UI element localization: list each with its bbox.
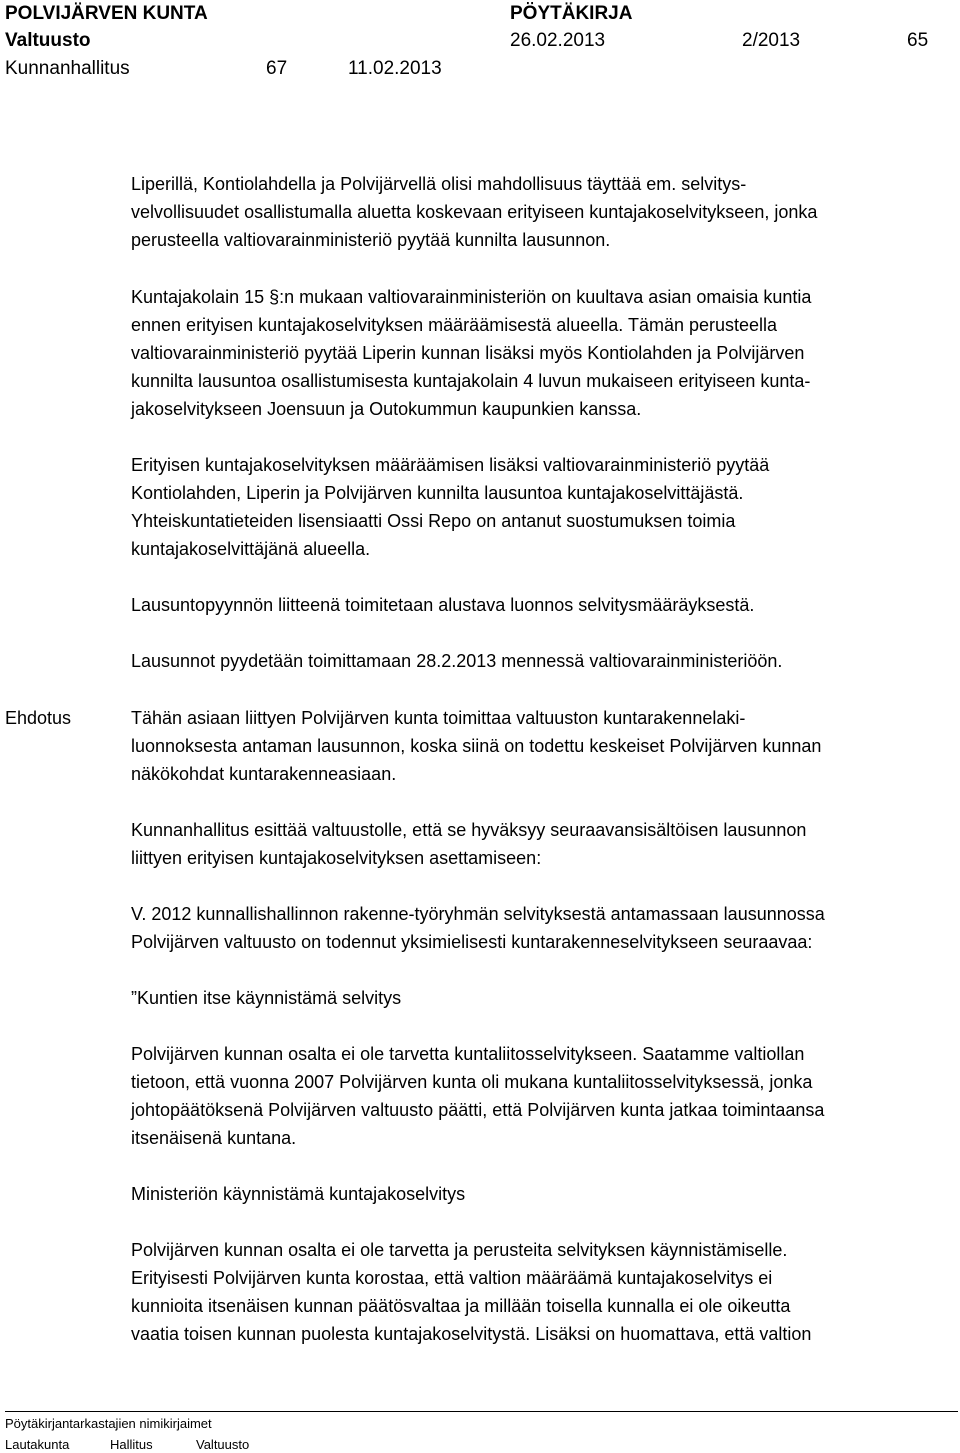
- text-line: Erityisesti Polvijärven kunta korostaa, että valtion määräämä kuntajakoselvitys ei: [131, 1268, 773, 1288]
- text-line: kunnioita itsenäisen kunnan päätösvaltaa ja millään toisella kunnalla ei ole oikeutta: [131, 1296, 791, 1316]
- text-line: Ministeriön käynnistämä kuntajakoselvitys: [131, 1184, 466, 1204]
- footer-lautakunta: Lautakunta: [5, 1437, 70, 1452]
- kh-date: 11.02.2013: [348, 58, 442, 79]
- body-valtuusto: Valtuusto: [5, 30, 91, 51]
- org-name: POLVIJÄRVEN KUNTA: [5, 3, 208, 24]
- text-line: johtopäätöksenä Polvijärven valtuusto päätti, että Polvijärven kunta jatkaa toimintaansa: [131, 1100, 825, 1120]
- text-line: luonnoksesta antaman lausunnon, koska siinä on todettu keskeiset Polvijärven kunnan: [131, 736, 822, 756]
- text-line: ”Kuntien itse käynnistämä selvitys: [131, 988, 402, 1008]
- text-line: Polvijärven kunnan osalta ei ole tarvetta kuntaliitosselvitykseen. Saatamme valtiollan: [131, 1044, 805, 1064]
- text-line: tietoon, että vuonna 2007 Polvijärven kunta oli mukana kuntaliitosselvityksessä, jonka: [131, 1072, 813, 1092]
- text-line: Polvijärven kunnan osalta ei ole tarvetta ja perusteita selvityksen käynnistämiselle.: [131, 1240, 788, 1260]
- footer-title: Pöytäkirjantarkastajien nimikirjaimet: [5, 1416, 212, 1431]
- text-line: liittyen erityisen kuntajakoselvityksen asettamiseen:: [131, 848, 542, 868]
- footer-valtuusto: Valtuusto: [196, 1437, 250, 1452]
- text-line: V. 2012 kunnallishallinnon rakenne-työryhmän selvityksestä antamassaan lausunnossa: [131, 904, 825, 924]
- text-line: vaatia toisen kunnan puolesta kuntajakoselvitystä. Lisäksi on huomattava, että valtion: [131, 1324, 812, 1344]
- text-line: kuntajakoselvittäjänä alueella.: [131, 539, 371, 559]
- text-line: perusteella valtiovarainministeriö pyytää kunnilta lausunnon.: [131, 230, 611, 250]
- text-line: ennen erityisen kuntajakoselvityksen määräämisestä alueella. Tämän perusteella: [131, 315, 778, 335]
- kh-section-number: 67: [266, 58, 288, 79]
- text-line: Kunnanhallitus esittää valtuustolle, että se hyväksyy seuraavansisältöisen lausunnon: [131, 820, 807, 840]
- text-line: jakoselvitykseen Joensuun ja Outokummun kaupunkien kanssa.: [131, 399, 642, 419]
- text-line: Lausuntopyynnön liitteenä toimitetaan alustava luonnos selvitysmääräyksestä.: [131, 595, 755, 615]
- body-kunnanhallitus: Kunnanhallitus: [5, 58, 130, 79]
- text-line: kunnilta lausuntoa osallistumisesta kuntajakolain 4 luvun mukaiseen erityiseen kunta-: [131, 371, 811, 391]
- text-line: näkökohdat kuntarakenneasiaan.: [131, 764, 397, 784]
- text-line: itsenäisenä kuntana.: [131, 1128, 297, 1148]
- text-line: Lausunnot pyydetään toimittamaan 28.2.2013 mennessä valtiovarainministeriöön.: [131, 651, 783, 671]
- text-line: Polvijärven valtuusto on todennut yksimielisesti kuntarakenneselvitykseen seuraavaa:: [131, 932, 813, 952]
- text-line: Tähän asiaan liittyen Polvijärven kunta toimittaa valtuuston kuntarakennelaki-: [131, 708, 746, 728]
- text-line: Erityisen kuntajakoselvityksen määräämisen lisäksi valtiovarainministeriö pyytää: [131, 455, 770, 475]
- text-line: Kontiolahden, Liperin ja Polvijärven kunnilta lausuntoa kuntajakoselvittäjästä.: [131, 483, 744, 503]
- text-line: valtiovarainministeriö pyytää Liperin kunnan lisäksi myös Kontiolahden ja Polvijärven: [131, 343, 805, 363]
- text-line: Yhteiskuntatieteiden lisensiaatti Ossi Repo on antanut suostumuksen toimia: [131, 511, 736, 531]
- text-line: Liperillä, Kontiolahdella ja Polvijärvellä olisi mahdollisuus täyttää em. selvitys-: [131, 174, 747, 194]
- meeting-number: 2/2013: [742, 30, 801, 51]
- footer-divider: [5, 1411, 958, 1412]
- footer-hallitus: Hallitus: [110, 1437, 153, 1452]
- meeting-date: 26.02.2013: [510, 30, 606, 51]
- text-line: velvollisuudet osallistumalla aluetta koskevaan erityiseen kuntajakoselvitykseen, jonka: [131, 202, 818, 222]
- document-type: PÖYTÄKIRJA: [510, 3, 633, 24]
- text-line: Kuntajakolain 15 §:n mukaan valtiovarainministeriön on kuultava asian omaisia kuntia: [131, 287, 812, 307]
- section-number: 65: [907, 30, 929, 51]
- ehdotus-label: Ehdotus: [5, 708, 72, 728]
